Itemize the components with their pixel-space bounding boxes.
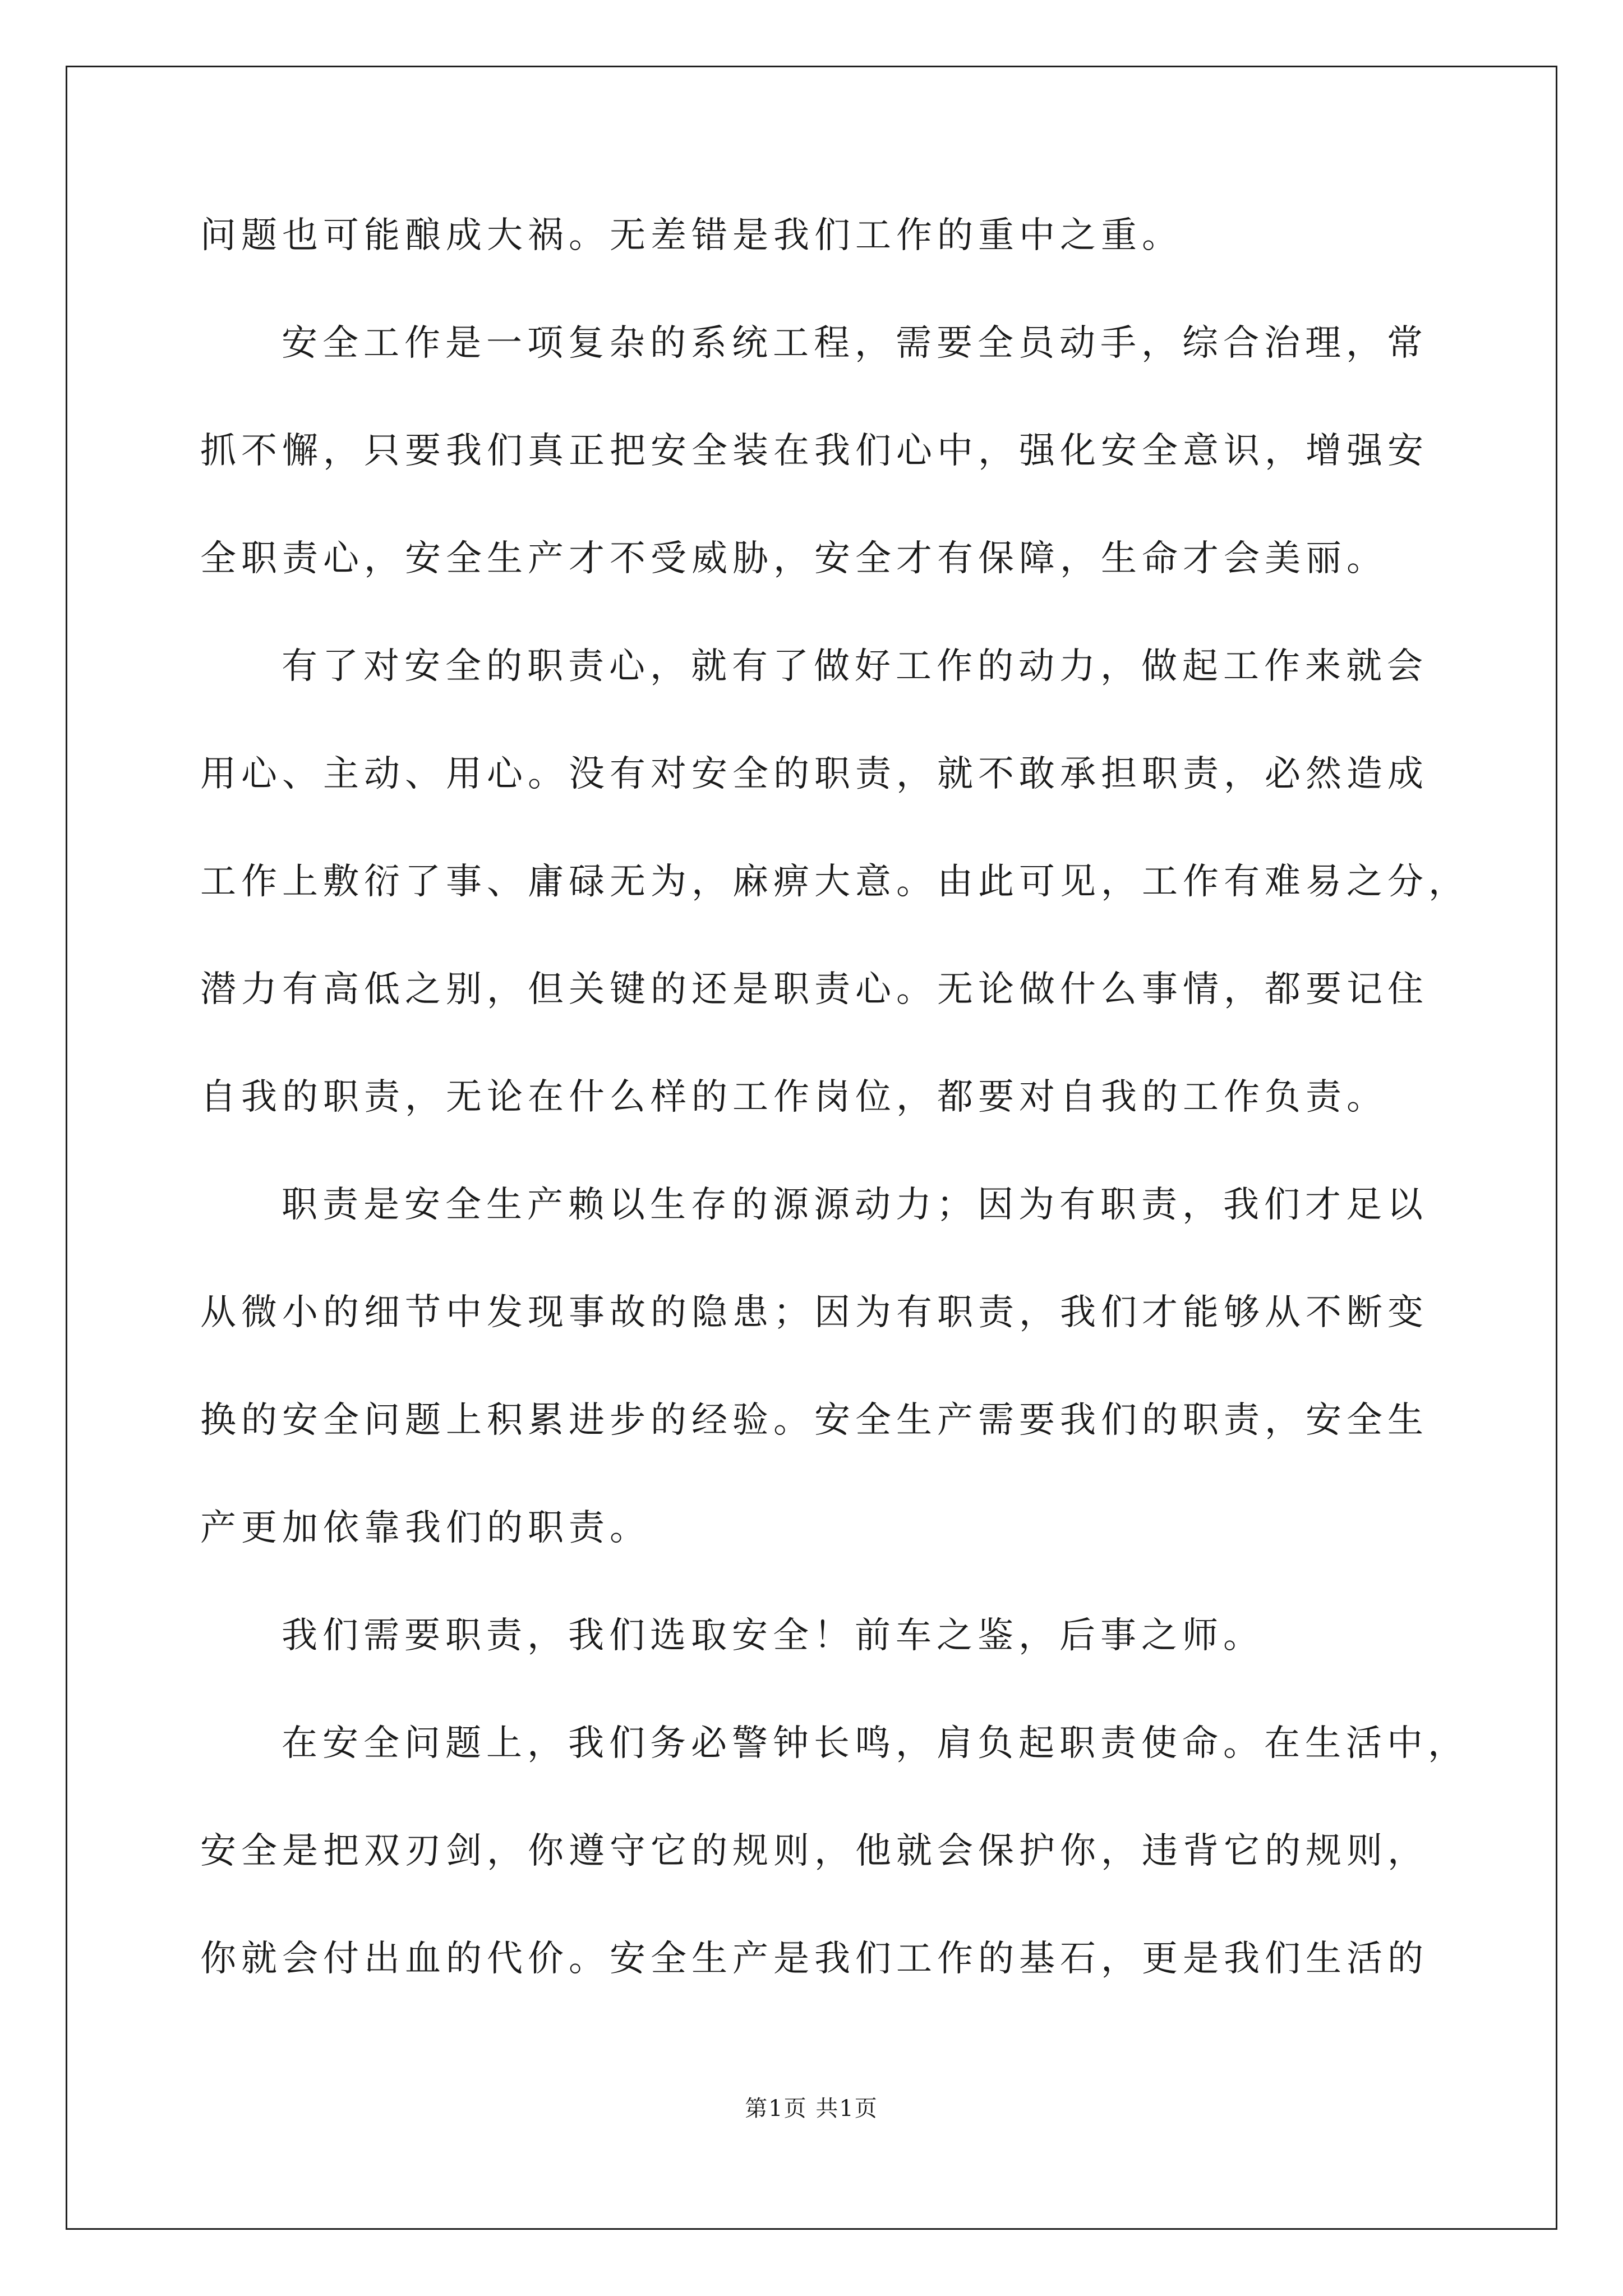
page-number-footer: 第1页 共1页 xyxy=(745,2096,878,2122)
text-line: 从微小的细节中发现事故的隐患；因为有职责，我们才能够从不断变 xyxy=(200,1292,1428,1333)
text-line: 问题也可能酿成大祸。无差错是我们工作的重中之重。 xyxy=(200,215,1183,256)
text-line: 换的安全问题上积累进步的经验。安全生产需要我们的职责，安全生 xyxy=(200,1400,1428,1441)
paragraph-start-line: 职责是安全生产赖以生存的源源动力；因为有职责，我们才足以 xyxy=(282,1184,1428,1226)
text-line: 你就会付出血的代价。安全生产是我们工作的基石，更是我们生活的 xyxy=(200,1938,1428,1980)
text-line: 全职责心，安全生产才不受威胁，安全才有保障，生命才会美丽。 xyxy=(200,538,1387,579)
page-border xyxy=(66,66,1557,2230)
text-line: 工作上敷衍了事、庸碌无为，麻痹大意。由此可见，工作有难易之分， xyxy=(200,861,1469,903)
paragraph-start-line: 在安全问题上，我们务必警钟长鸣，肩负起职责使命。在生活中， xyxy=(282,1723,1469,1764)
paragraph-start-line: 有了对安全的职责心，就有了做好工作的动力，做起工作来就会 xyxy=(282,646,1428,687)
text-line: 潜力有高低之别，但关键的还是职责心。无论做什么事情，都要记住 xyxy=(200,969,1428,1010)
text-line: 安全是把双刃剑，你遵守它的规则，他就会保护你，违背它的规则， xyxy=(200,1830,1428,1872)
text-line: 用心、主动、用心。没有对安全的职责，就不敢承担职责，必然造成 xyxy=(200,753,1428,795)
text-line: 抓不懈，只要我们真正把安全装在我们心中，强化安全意识，增强安 xyxy=(200,430,1428,472)
text-line: 产更加依靠我们的职责。 xyxy=(200,1507,651,1549)
text-line: 自我的职责，无论在什么样的工作岗位，都要对自我的工作负责。 xyxy=(200,1076,1387,1118)
paragraph-start-line: 我们需要职责，我们选取安全！前车之鉴，后事之师。 xyxy=(282,1615,1264,1657)
paragraph-start-line: 安全工作是一项复杂的系统工程，需要全员动手，综合治理，常 xyxy=(282,323,1428,364)
